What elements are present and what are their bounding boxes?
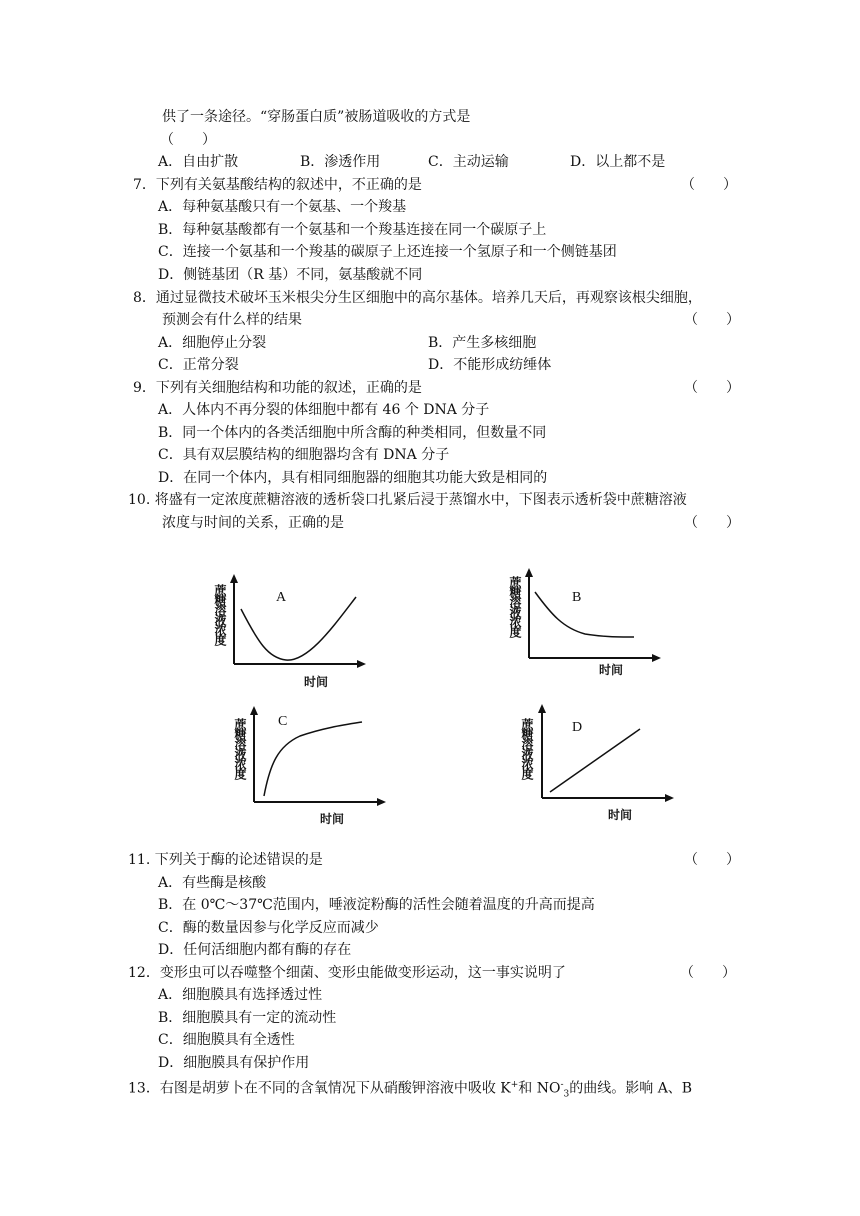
q13-no3-charge: - <box>560 1080 564 1090</box>
chart-b <box>503 566 663 686</box>
q6-answer-paren: （ ） <box>160 132 216 148</box>
chart-d-svg <box>516 702 676 826</box>
chart-d-ylabel: 蔗糖溶液浓度 <box>520 718 534 778</box>
chart-a-y-arrow <box>230 574 238 583</box>
chart-d-xlabel: 时间 <box>608 808 633 822</box>
chart-c-svg <box>228 704 388 830</box>
chart-c-xlabel: 时间 <box>320 812 345 826</box>
chart-c <box>228 704 388 830</box>
chart-c-y-arrow <box>250 706 258 715</box>
q8-option-a: A．细胞停止分裂 <box>158 335 267 351</box>
q11-option-a: A．有些酶是核酸 <box>158 875 267 891</box>
chart-d-curve <box>550 729 640 792</box>
q8-option-c: C．正常分裂 <box>158 357 239 373</box>
chart-c-curve <box>264 722 362 796</box>
chart-a <box>208 572 368 692</box>
q8-stem: 8．通过显微技术破坏玉米根尖分生区细胞中的高尔基体。培养几天后，再观察该根尖细胞， <box>133 290 702 306</box>
chart-d-label: D <box>572 720 583 735</box>
chart-b-y-arrow <box>525 568 533 577</box>
q13-stem <box>128 1076 692 1103</box>
q7-option-d: D．侧链基团（R 基）不同，氨基酸就不同 <box>158 267 423 283</box>
q9-stem: 9．下列有关细胞结构和功能的叙述，正确的是 <box>133 380 422 396</box>
q10-stem: 10. 将盛有一定浓度蔗糖溶液的透析袋口扎紧后浸于蒸馏水中，下图表示透析袋中蔗糖溶液 <box>128 492 687 508</box>
chart-b-ylabel: 蔗糖溶液浓度 <box>508 576 522 636</box>
q11-option-b: B．在 0℃～37℃范围内，唾液淀粉酶的活性会随着温度的升高而提高 <box>158 897 595 913</box>
q8-option-b: B．产生多核细胞 <box>428 335 537 351</box>
chart-b-xlabel: 时间 <box>599 663 624 677</box>
q6-option-b: B．渗透作用 <box>300 154 381 170</box>
q13-stem-pre: 13．右图是胡萝卜在不同的含氧情况下从硝酸钾溶液中吸收 K <box>128 1080 511 1097</box>
q11-answer-paren: （ ） <box>684 852 740 868</box>
chart-b-label: B <box>572 590 582 605</box>
chart-a-x-arrow <box>357 660 366 668</box>
chart-b-svg <box>503 566 663 686</box>
chart-d-y-arrow <box>538 704 546 713</box>
q9-answer-paren: （ ） <box>684 380 740 396</box>
q7-option-c: C．连接一个氨基和一个羧基的碳原子上还连接一个氢原子和一个侧链基团 <box>158 244 617 260</box>
q12-option-c: C．细胞膜具有全透性 <box>158 1032 295 1048</box>
chart-b-curve <box>535 592 634 637</box>
q8-stem-line2: 预测会有什么样的结果 <box>162 312 302 328</box>
chart-c-x-arrow <box>377 798 386 806</box>
q11-option-d: D．任何活细胞内都有酶的存在 <box>158 942 352 958</box>
chart-a-ylabel: 蔗糖溶液浓度 <box>213 584 227 644</box>
q9-option-c: C．具有双层膜结构的细胞器均含有 DNA 分子 <box>158 447 450 463</box>
q12-answer-paren: （ ） <box>680 965 736 981</box>
q12-option-d: D．细胞膜具有保护作用 <box>158 1055 310 1071</box>
q9-option-a: A．人体内不再分裂的体细胞中都有 46 个 DNA 分子 <box>158 402 490 418</box>
q13-stem-mid: 和 NO <box>518 1080 561 1097</box>
q7-answer-paren: （ ） <box>681 177 737 193</box>
chart-b-x-arrow <box>652 654 661 662</box>
q12-stem: 12．变形虫可以吞噬整个细菌、变形虫能做变形运动，这一事实说明了 <box>128 965 566 981</box>
q13-no3-subscript: 3 <box>563 1089 570 1100</box>
chart-a-label: A <box>276 590 287 605</box>
q9-option-b: B．同一个体内的各类活细胞中所含酶的种类相同，但数量不同 <box>158 425 547 441</box>
chart-d-x-arrow <box>665 794 674 802</box>
q8-answer-paren: （ ） <box>684 312 740 328</box>
q11-option-c: C．酶的数量因参与化学反应而减少 <box>158 920 379 936</box>
q12-option-b: B．细胞膜具有一定的流动性 <box>158 1010 337 1026</box>
chart-a-xlabel: 时间 <box>304 675 329 689</box>
q10-answer-paren: （ ） <box>684 515 740 531</box>
q9-option-d: D．在同一个体内，具有相同细胞器的细胞其功能大致是相同的 <box>158 470 548 486</box>
q10-stem-line2: 浓度与时间的关系，正确的是 <box>162 515 344 531</box>
q13-stem-post: 的曲线。影响 A、B <box>569 1080 693 1097</box>
chart-a-svg <box>208 572 368 692</box>
q13-k-charge: + <box>510 1080 519 1090</box>
q7-stem: 7．下列有关氨基酸结构的叙述中，不正确的是 <box>133 177 422 193</box>
chart-c-ylabel: 蔗糖溶液浓度 <box>233 718 247 778</box>
q6-option-a: A．自由扩散 <box>158 154 239 170</box>
chart-d <box>516 702 676 826</box>
q12-option-a: A．细胞膜具有选择透过性 <box>158 987 323 1003</box>
q6-text-tail: 供了一条途径。“穿肠蛋白质”被肠道吸收的方式是 <box>162 109 471 125</box>
chart-a-curve <box>241 597 356 660</box>
q8-option-d: D．不能形成纺缍体 <box>428 357 552 373</box>
q6-option-c: C．主动运输 <box>428 154 509 170</box>
q7-option-a: A．每种氨基酸只有一个氨基、一个羧基 <box>158 199 407 215</box>
q11-stem: 11. 下列关于酶的论述错误的是 <box>128 852 323 868</box>
q7-option-b: B．每种氨基酸都有一个氨基和一个羧基连接在同一个碳原子上 <box>158 222 547 238</box>
q6-option-d: D．以上都不是 <box>570 154 666 170</box>
chart-c-label: C <box>278 714 288 729</box>
